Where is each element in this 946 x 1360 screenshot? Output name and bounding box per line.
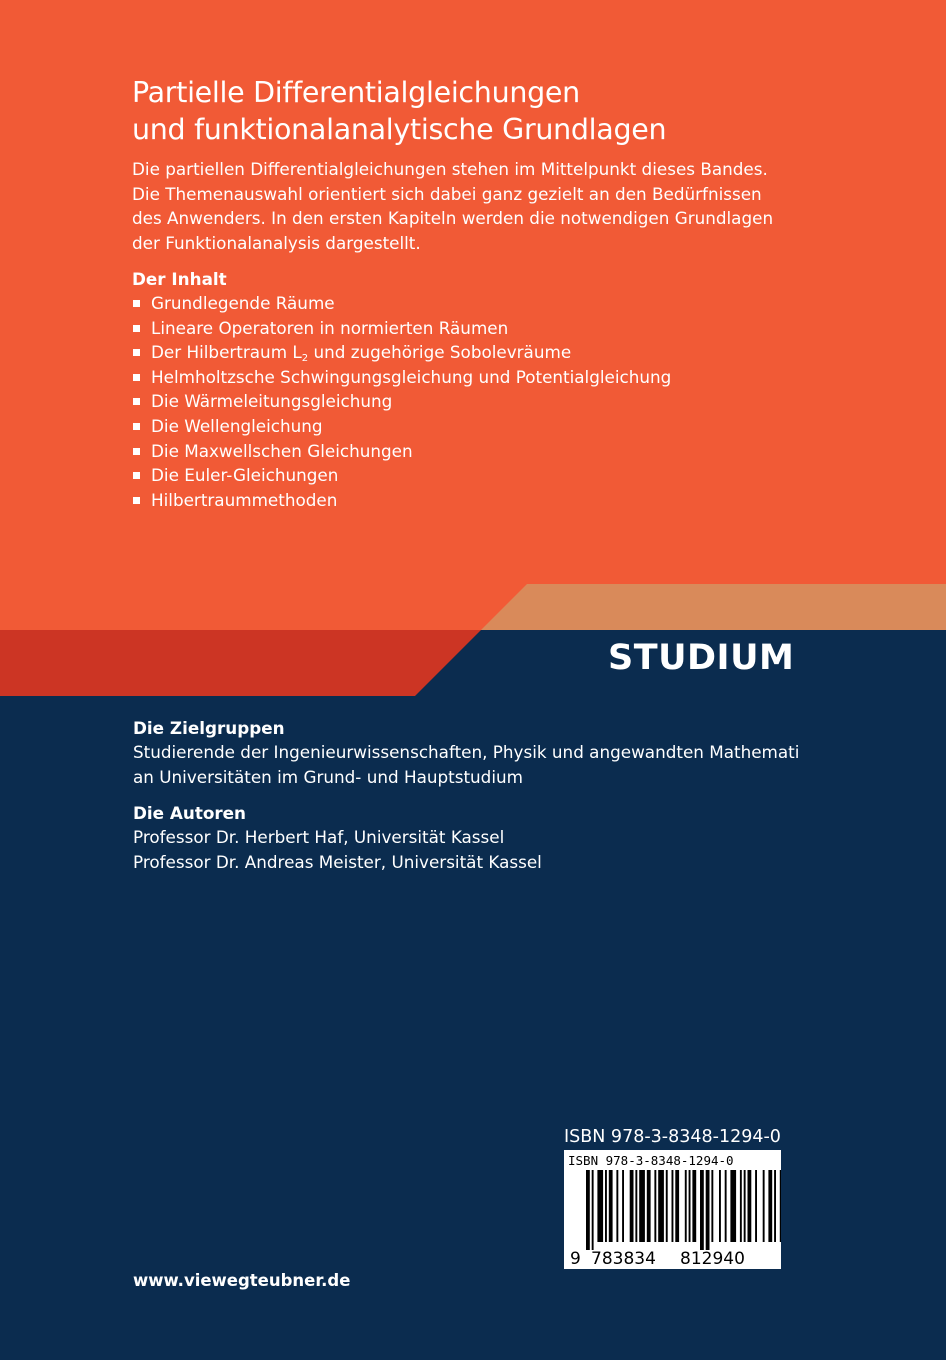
publisher-website: www.viewegteubner.de bbox=[133, 1271, 351, 1290]
barcode-bar bbox=[763, 1170, 765, 1242]
barcode-bar bbox=[706, 1170, 710, 1250]
square-bullet-icon bbox=[133, 374, 140, 381]
intro-line-1: Die partiellen Differentialgleichungen stehen im Mittelpunkt dieses Bandes. bbox=[132, 159, 768, 179]
list-item bbox=[132, 291, 671, 316]
square-bullet-icon bbox=[133, 497, 140, 504]
barcode-bar bbox=[725, 1170, 727, 1242]
contents-heading: Der Inhalt bbox=[132, 269, 227, 289]
barcode-digits-right: 812940 bbox=[680, 1249, 745, 1269]
barcode-bar bbox=[639, 1170, 645, 1242]
list-item bbox=[132, 414, 671, 439]
square-bullet-icon bbox=[133, 398, 140, 405]
list-item-label: Die Wärmeleitungsgleichung bbox=[151, 391, 393, 412]
barcode-bar bbox=[586, 1170, 590, 1250]
series-label: STUDIUM bbox=[608, 638, 795, 678]
barcode-bar bbox=[685, 1170, 687, 1242]
intro-paragraph bbox=[132, 157, 792, 255]
intro-line-2: Die Themenauswahl orientiert sich dabei ganz gezielt an den Bedürfnissen bbox=[132, 183, 762, 204]
list-item bbox=[132, 488, 671, 513]
square-bullet-icon bbox=[133, 472, 140, 479]
barcode-bar bbox=[630, 1170, 634, 1242]
barcode-bar bbox=[740, 1170, 742, 1242]
barcode-bar bbox=[622, 1170, 624, 1242]
contents-list bbox=[132, 291, 671, 512]
list-item-label: Hilbertraummethoden bbox=[151, 489, 338, 510]
barcode-bar bbox=[711, 1170, 713, 1242]
barcode bbox=[564, 1150, 781, 1269]
authors-text bbox=[133, 825, 542, 874]
title-line-1: Partielle Differentialgleichungen bbox=[132, 76, 580, 109]
square-bullet-icon bbox=[133, 423, 140, 430]
square-bullet-icon bbox=[133, 448, 140, 455]
barcode-bar bbox=[597, 1170, 603, 1242]
barcode-digit-first: 9 bbox=[570, 1249, 581, 1269]
barcode-bar bbox=[658, 1170, 664, 1242]
barcode-bar bbox=[719, 1170, 721, 1242]
isbn-label: ISBN 978-3-8348-1294-0 bbox=[564, 1127, 781, 1147]
author-line-2: Professor Dr. Andreas Meister, Universität Kassel bbox=[133, 851, 542, 872]
barcode-bar bbox=[616, 1170, 618, 1242]
barcode-bar bbox=[774, 1170, 776, 1242]
barcode-bar bbox=[675, 1170, 679, 1242]
book-title bbox=[132, 74, 666, 148]
barcode-bar bbox=[609, 1170, 613, 1242]
list-item-label: Lineare Operatoren in normierten Räumen bbox=[151, 317, 509, 338]
barcode-bar bbox=[692, 1170, 696, 1242]
authors-heading: Die Autoren bbox=[133, 803, 246, 823]
list-item bbox=[132, 340, 671, 365]
barcode-bar bbox=[755, 1170, 757, 1242]
target-groups-line-2: an Universitäten im Grund- und Hauptstudium bbox=[133, 766, 523, 787]
square-bullet-icon bbox=[133, 325, 140, 332]
list-item-label: Grundlegende Räume bbox=[151, 293, 335, 313]
list-item bbox=[132, 365, 671, 390]
barcode-bar bbox=[689, 1170, 691, 1242]
list-item bbox=[132, 389, 671, 414]
title-line-2: und funktionalanalytische Grundlagen bbox=[132, 113, 667, 146]
barcode-top-text: ISBN 978-3-8348-1294-0 bbox=[568, 1153, 734, 1168]
barcode-digits-left: 783834 bbox=[591, 1249, 656, 1269]
list-item bbox=[132, 463, 671, 488]
barcode-bar bbox=[672, 1170, 674, 1242]
barcode-bar bbox=[748, 1170, 752, 1242]
barcode-bars bbox=[586, 1170, 781, 1250]
list-item bbox=[132, 439, 671, 464]
barcode-bar bbox=[654, 1170, 656, 1242]
list-item-label: Die Wellengleichung bbox=[151, 415, 323, 436]
barcode-bar bbox=[605, 1170, 607, 1242]
barcode-bar bbox=[744, 1170, 746, 1242]
subscript: 2 bbox=[301, 353, 309, 365]
intro-line-4: der Funktionalanalysis dargestellt. bbox=[132, 232, 421, 253]
barcode-bar bbox=[780, 1170, 781, 1242]
square-bullet-icon bbox=[133, 349, 140, 356]
barcode-bar bbox=[635, 1170, 637, 1242]
target-groups-text bbox=[133, 740, 799, 789]
list-item-label-rest: und zugehörige Sobolevräume bbox=[308, 342, 572, 363]
target-groups-line-1: Studierende der Ingenieurwissenschaften, Physik und angewandten Mathemati bbox=[133, 742, 800, 762]
barcode-bar bbox=[700, 1170, 704, 1250]
author-line-1: Professor Dr. Herbert Haf, Universität Kassel bbox=[133, 827, 505, 847]
target-groups-heading: Die Zielgruppen bbox=[133, 718, 285, 738]
list-item-label: Die Maxwellschen Gleichungen bbox=[151, 440, 413, 461]
intro-line-3: des Anwenders. In den ersten Kapiteln werden die notwendigen Grundlagen bbox=[132, 208, 774, 228]
barcode-bar bbox=[666, 1170, 668, 1242]
list-item bbox=[132, 316, 671, 341]
barcode-bar bbox=[647, 1170, 651, 1242]
list-item-label: Die Euler-Gleichungen bbox=[151, 465, 339, 486]
list-item-label: Der Hilbertraum L bbox=[151, 342, 302, 363]
barcode-bar bbox=[592, 1170, 594, 1250]
square-bullet-icon bbox=[133, 300, 140, 307]
list-item-label: Helmholtzsche Schwingungsgleichung und Potentialgleichung bbox=[151, 366, 672, 387]
barcode-bar bbox=[730, 1170, 736, 1242]
barcode-graphic bbox=[564, 1150, 781, 1269]
barcode-bar bbox=[768, 1170, 772, 1242]
